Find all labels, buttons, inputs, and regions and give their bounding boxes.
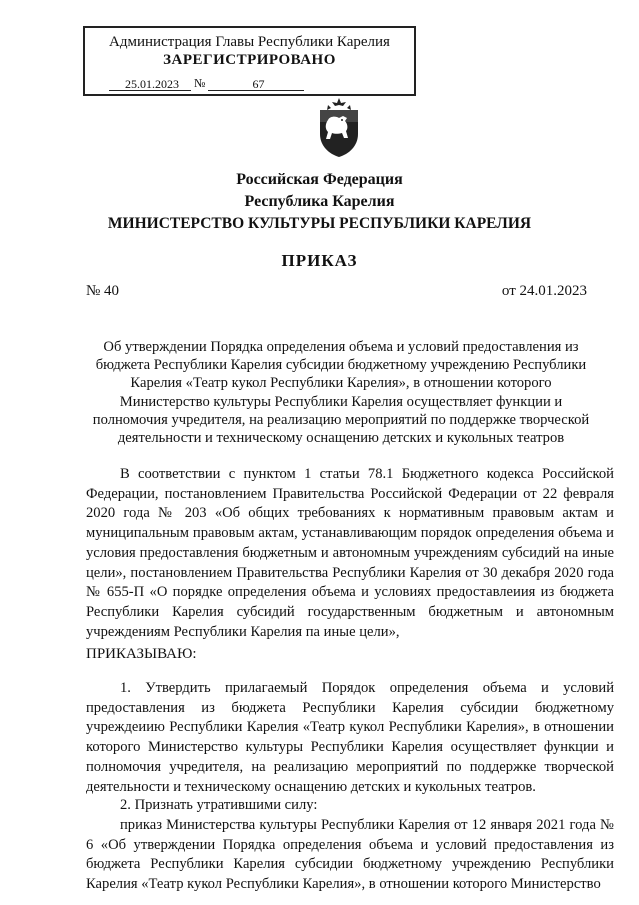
order-item-2-text: приказ Министерства культуры Республики Карелия от 12 января 2021 года № 6 «Об утверждении Порядка определения объема и условий предоставления из бюджета Республики Карелия субсидии бюджетному учреждению Республики Карелия «Театр кукол Республики Карелия», в отношении которого Министерство (86, 817, 614, 893)
stamp-registered: ЗАРЕГИСТРИРОВАНО (163, 52, 336, 68)
stamp-date: 25.01.2023 (125, 77, 179, 91)
registration-stamp (83, 26, 416, 96)
stamp-registration-line (109, 76, 304, 91)
order-number: № 40 (86, 283, 120, 299)
order-subject: Об утверждении Порядка определения объема и условий предоставления из бюджета Республики Карелия субсидии бюджетному учреждению Республики Карелия «Театр кукол Республики Карелия», в отношении которого Министерство культуры Республики Карелия осуществляет функции и полномочия учредителя, на реализацию мероприятий по поддержке творческой деятельности и техническому оснащению детских и кукольных театров (92, 339, 590, 447)
order-item-2: 2. Признать утратившими силу: (120, 797, 318, 813)
order-directive: ПРИКАЗЫВАЮ: (86, 646, 197, 662)
country-title: Российская Федерация (236, 171, 403, 188)
order-date: от 24.01.2023 (501, 283, 587, 299)
karelia-coat-of-arms-icon (314, 98, 364, 158)
stamp-number: 67 (252, 77, 265, 91)
document-type-title: ПРИКАЗ (281, 251, 358, 270)
order-item-1: 1. Утвердить прилагаемый Порядок определения объема и условий предоставления из бюджета Республики Карелия субсидии бюджетному учреждеиию Республики Карелия «Театр кукол Республики Карелия», в отношении которого Министерство культуры Республики Карелия осуществляет функции и полномочия учредителя, на реализацию мероприятий по поддержке творческой деятельности и техническому оснащению детских и кукольных театров. (86, 680, 614, 795)
ministry-title: МИНИСТЕРСТВО КУЛЬТУРЫ РЕСПУБЛИКИ КАРЕЛИЯ (107, 215, 532, 232)
stamp-authority: Администрация Главы Республики Карелия (109, 34, 390, 50)
republic-title: Республика Карелия (244, 193, 395, 210)
preamble-paragraph: В соответствии с пунктом 1 статьи 78.1 Бюджетного кодекса Российской Федерации, постановлением Правительства Российской Федерации от 22 февраля 2020 года № 203 «Об общих требованиях к нормативным правовым актам и муниципальным правовым актам, устанавливающим порядок определения объема и условия предоставления бюджетным и автономным учреждениям субсидий на иные цели», постановлением Правительства Республики Карелия от 30 декабря 2020 года № 655-П «О порядке определения объема и условиях предоставлеиия из бюджета Республики Карелия субсидий государственным бюджетным и автономным учреждениям Республики Карелия па иные цели», (86, 466, 614, 640)
stamp-number-sign: № (194, 76, 206, 90)
